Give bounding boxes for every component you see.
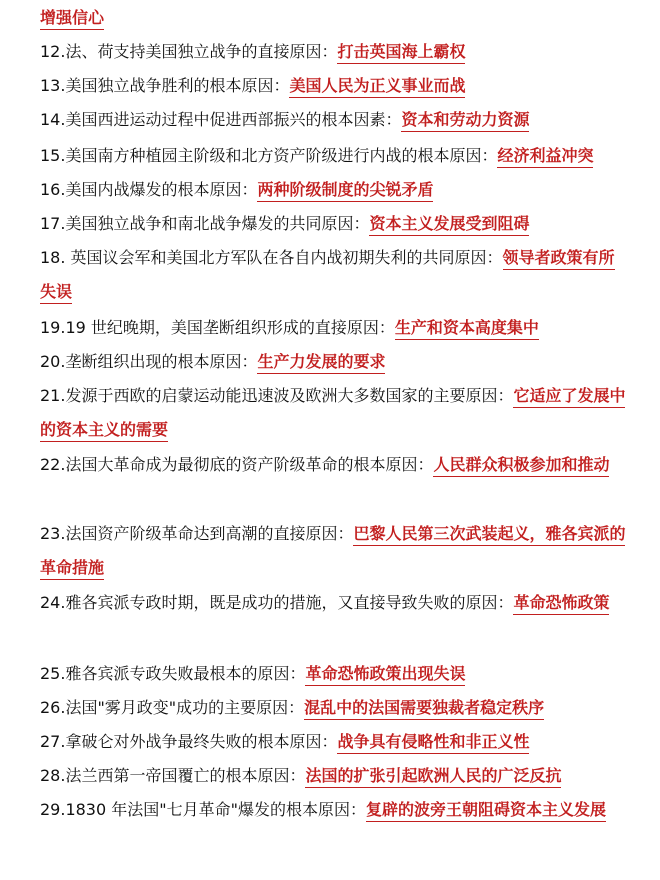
list-item [40,800,628,820]
list-item [40,352,628,372]
list-item [40,766,628,786]
question: 26.法国"雾月政变"成功的主要原因： [40,698,305,717]
list-item [40,379,628,447]
answer: 领导者政策有所失误 [40,248,615,304]
list-item [40,586,628,620]
question: 25.雅各宾派专政失败最根本的原因： [40,664,306,683]
list-item [40,42,628,62]
question: 20.垄断组织出现的根本原因： [40,352,258,371]
question: 13.美国独立战争胜利的根本原因： [40,76,290,95]
answer: 混乱中的法国需要独裁者稳定秩序 [304,698,544,720]
answer: 资本和劳动力资源 [401,110,529,132]
answer: 它适应了发展中的资本主义的需要 [40,386,625,442]
question: 18. 英国议会军和美国北方军队在各自内战初期失利的共同原因： [40,248,503,267]
question: 12.法、荷支持美国独立战争的直接原因： [40,42,338,61]
list-item [40,664,628,684]
answer: 生产和资本高度集中 [395,318,539,340]
list-item [40,448,628,482]
list-item [40,180,628,200]
list-item [40,318,628,338]
answer: 生产力发展的要求 [257,352,385,374]
question: 17.美国独立战争和南北战争爆发的共同原因： [40,214,370,233]
question: 28.法兰西第一帝国覆亡的根本原因： [40,766,306,785]
answer: 革命恐怖政策出现失误 [305,664,465,686]
question: 19.19 世纪晚期，美国垄断组织形成的直接原因： [40,318,395,337]
list-item [40,698,628,718]
question: 15.美国南方种植园主阶级和北方资产阶级进行内战的根本原因： [40,146,498,165]
answer: 增强信心 [40,8,104,30]
answer: 美国人民为正义事业而战 [289,76,465,98]
answer: 革命恐怖政策 [513,593,609,615]
question: 29.1830 年法国"七月革命"爆发的根本原因： [40,800,366,819]
list-item [40,732,628,752]
answer: 人民群众积极参加和推动 [433,455,609,477]
question: 22.法国大革命成为最彻底的资产阶级革命的根本原因： [40,455,434,474]
answer: 两种阶级制度的尖锐矛盾 [257,180,433,202]
answer: 复辟的波旁王朝阻碍资本主义发展 [366,800,606,822]
list-item [40,146,628,166]
question: 16.美国内战爆发的根本原因： [40,180,258,199]
answer: 资本主义发展受到阻碍 [369,214,529,236]
answer: 战争具有侵略性和非正义性 [337,732,529,754]
answer: 打击英国海上霸权 [337,42,465,64]
question: 21.发源于西欧的启蒙运动能迅速波及欧洲大多数国家的主要原因： [40,386,514,405]
question: 24.雅各宾派专政时期，既是成功的措施，又直接导致失败的原因： [40,593,514,612]
answer: 法国的扩张引起欧洲人民的广泛反抗 [305,766,561,788]
answer: 经济利益冲突 [497,146,593,168]
list-item [40,110,628,130]
list-item [40,8,628,28]
answer: 巴黎人民第三次武装起义，雅各宾派的革命措施 [40,524,625,580]
list-item [40,517,628,585]
question: 23.法国资产阶级革命达到高潮的直接原因： [40,524,354,543]
list-item [40,214,628,234]
list-item [40,241,628,309]
question: 14.美国西进运动过程中促进西部振兴的根本因素： [40,110,402,129]
question: 27.拿破仑对外战争最终失败的根本原因： [40,732,338,751]
list-item [40,76,628,96]
